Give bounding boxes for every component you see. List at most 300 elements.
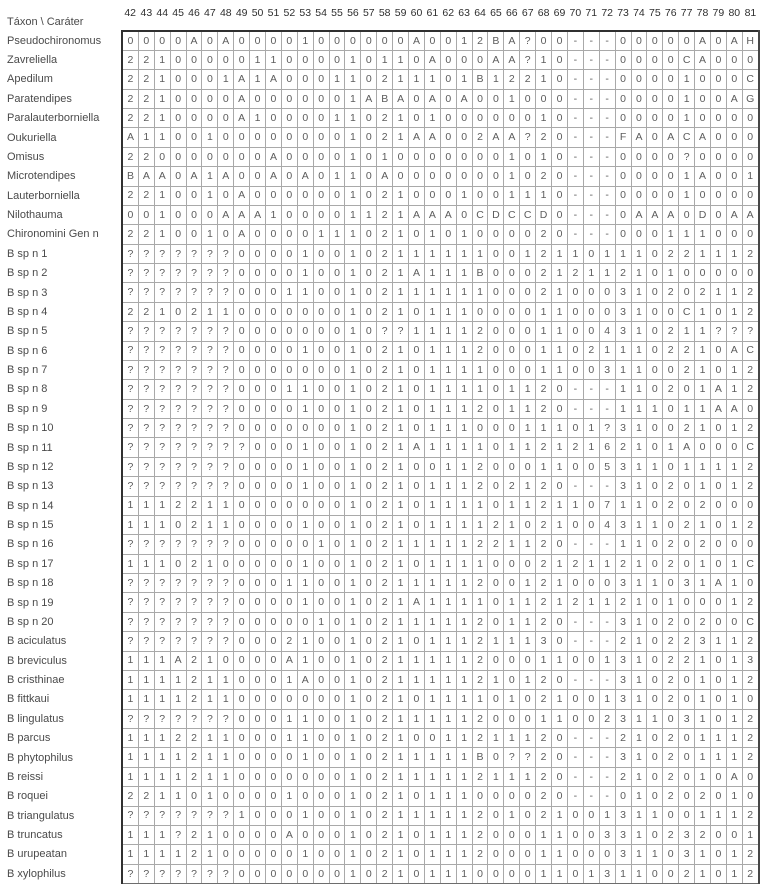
character-column-header: 46 [188, 7, 200, 19]
matrix-cell: 1 [202, 128, 218, 147]
matrix-cell: 2 [377, 612, 393, 631]
matrix-cell: 2 [695, 535, 711, 554]
matrix-cell: A [726, 767, 742, 786]
taxon-label: B sp n 6 [7, 344, 48, 357]
matrix-cell: 0 [647, 70, 663, 89]
matrix-cell: 1 [536, 845, 552, 864]
matrix-cell: 1 [615, 341, 631, 360]
matrix-cell: 2 [663, 670, 679, 689]
matrix-cell: 0 [583, 806, 599, 825]
matrix-cell: 0 [361, 380, 377, 399]
matrix-cell: ? [138, 283, 154, 302]
matrix-cell: 1 [456, 399, 472, 418]
matrix-cell: 1 [345, 302, 361, 321]
matrix-cell: 1 [393, 70, 409, 89]
character-column-header: 49 [235, 7, 248, 19]
matrix-cell: 2 [472, 845, 488, 864]
matrix-cell: ? [710, 322, 726, 341]
matrix-cell: B [122, 167, 138, 186]
taxon-label: Microtendipes [7, 170, 76, 183]
matrix-cell: 0 [440, 167, 456, 186]
matrix-cell: ? [122, 864, 138, 883]
matrix-cell: 2 [377, 457, 393, 476]
matrix-cell: ? [186, 864, 202, 883]
matrix-cell: 0 [266, 31, 282, 50]
matrix-cell: - [583, 670, 599, 689]
matrix-cell: 1 [552, 864, 568, 883]
matrix-cell: 1 [456, 845, 472, 864]
matrix-cell: 1 [710, 729, 726, 748]
matrix-cell: ? [218, 341, 234, 360]
matrix-cell: 1 [424, 341, 440, 360]
matrix-cell: 1 [504, 147, 520, 166]
matrix-cell: 2 [377, 864, 393, 883]
matrix-cell: 0 [234, 574, 250, 593]
matrix-cell: 1 [472, 496, 488, 515]
matrix-cell: 0 [710, 535, 726, 554]
matrix-cell: 0 [250, 632, 266, 651]
matrix-cell: - [599, 205, 615, 224]
matrix-cell: A [695, 50, 711, 69]
matrix-cell: 0 [313, 205, 329, 224]
character-column-header: 68 [537, 7, 550, 19]
matrix-cell: 0 [234, 825, 250, 844]
matrix-cell: 0 [424, 147, 440, 166]
matrix-cell: 1 [345, 360, 361, 379]
matrix-cell: 2 [536, 593, 552, 612]
matrix-cell: 1 [440, 380, 456, 399]
matrix-cell: 2 [122, 225, 138, 244]
matrix-cell: 1 [138, 825, 154, 844]
matrix-cell: 1 [440, 283, 456, 302]
matrix-cell: 1 [631, 670, 647, 689]
matrix-cell: 0 [361, 322, 377, 341]
matrix-cell: 0 [218, 89, 234, 108]
matrix-cell: 1 [456, 360, 472, 379]
matrix-cell: 0 [552, 670, 568, 689]
matrix-cell: 0 [488, 264, 504, 283]
matrix-cell: ? [202, 709, 218, 728]
matrix-cell: 0 [122, 31, 138, 50]
matrix-cell: 1 [122, 651, 138, 670]
matrix-cell: 2 [536, 244, 552, 263]
matrix-cell: 1 [345, 50, 361, 69]
matrix-cell: 0 [234, 670, 250, 689]
matrix-cell: 0 [488, 302, 504, 321]
matrix-cell: 1 [345, 477, 361, 496]
matrix-cell: 1 [122, 748, 138, 767]
matrix-cell: 1 [583, 438, 599, 457]
matrix-cell: - [583, 167, 599, 186]
matrix-cell: 2 [742, 670, 758, 689]
matrix-cell: 2 [742, 806, 758, 825]
matrix-cell: 0 [361, 748, 377, 767]
matrix-cell: 1 [456, 419, 472, 438]
matrix-cell: 2 [472, 729, 488, 748]
matrix-cell: 0 [615, 147, 631, 166]
matrix-cell: 1 [440, 496, 456, 515]
matrix-cell: ? [138, 399, 154, 418]
matrix-cell: 1 [297, 729, 313, 748]
matrix-cell: 1 [154, 225, 170, 244]
matrix-cell: 0 [615, 50, 631, 69]
matrix-cell: 2 [663, 244, 679, 263]
matrix-cell: 2 [472, 709, 488, 728]
matrix-cell: 0 [218, 186, 234, 205]
matrix-cell: ? [218, 244, 234, 263]
matrix-cell: 0 [488, 109, 504, 128]
matrix-cell: 2 [663, 690, 679, 709]
matrix-cell: ? [154, 477, 170, 496]
matrix-cell: 0 [154, 31, 170, 50]
taxon-row [0, 825, 759, 844]
matrix-cell: 0 [488, 748, 504, 767]
matrix-cell: ? [218, 477, 234, 496]
matrix-cell: 3 [615, 612, 631, 631]
matrix-cell: 0 [250, 399, 266, 418]
matrix-cell: 2 [536, 380, 552, 399]
matrix-cell: 0 [297, 360, 313, 379]
matrix-cell: 0 [520, 225, 536, 244]
matrix-cell: 0 [488, 147, 504, 166]
matrix-cell: 0 [297, 322, 313, 341]
matrix-cell: 0 [361, 225, 377, 244]
matrix-cell: 2 [377, 845, 393, 864]
matrix-cell: 0 [647, 767, 663, 786]
matrix-cell: - [583, 787, 599, 806]
matrix-cell: 0 [504, 709, 520, 728]
matrix-cell: 1 [440, 767, 456, 786]
matrix-cell: 0 [250, 574, 266, 593]
matrix-cell: 3 [615, 302, 631, 321]
matrix-cell: 1 [536, 825, 552, 844]
matrix-cell: 1 [520, 593, 536, 612]
matrix-cell: ? [138, 457, 154, 476]
matrix-cell: D [488, 205, 504, 224]
taxon-row [0, 593, 759, 612]
matrix-cell: ? [138, 322, 154, 341]
matrix-cell: 1 [472, 593, 488, 612]
matrix-cell: 1 [726, 651, 742, 670]
matrix-cell: A [234, 89, 250, 108]
matrix-cell: 0 [552, 50, 568, 69]
matrix-cell: 1 [456, 729, 472, 748]
matrix-cell: 0 [329, 419, 345, 438]
matrix-cell: 2 [679, 651, 695, 670]
matrix-cell: 0 [647, 341, 663, 360]
matrix-cell: 0 [409, 89, 425, 108]
matrix-cell: 2 [122, 109, 138, 128]
matrix-cell: 0 [266, 864, 282, 883]
taxon-row [0, 729, 759, 748]
matrix-cell: 0 [440, 50, 456, 69]
matrix-cell: A [234, 70, 250, 89]
matrix-cell: 0 [281, 50, 297, 69]
matrix-cell: 0 [361, 845, 377, 864]
matrix-cell: 0 [281, 748, 297, 767]
matrix-cell: 0 [234, 399, 250, 418]
matrix-cell: 0 [202, 147, 218, 166]
matrix-cell: 0 [647, 283, 663, 302]
matrix-cell: 2 [536, 128, 552, 147]
matrix-cell: ? [170, 709, 186, 728]
matrix-cell: ? [186, 612, 202, 631]
matrix-cell: ? [202, 477, 218, 496]
taxon-row [0, 670, 759, 689]
matrix-cell: 0 [647, 496, 663, 515]
matrix-cell: 0 [234, 554, 250, 573]
matrix-cell: H [742, 31, 758, 50]
matrix-cell: ? [154, 632, 170, 651]
matrix-cell: 0 [742, 225, 758, 244]
matrix-cell: 0 [488, 399, 504, 418]
matrix-cell: 0 [679, 787, 695, 806]
matrix-cell: 1 [552, 593, 568, 612]
matrix-cell: 1 [472, 554, 488, 573]
matrix-cell: 2 [695, 496, 711, 515]
matrix-cell: 2 [488, 515, 504, 534]
matrix-cell: 1 [345, 845, 361, 864]
matrix-cell: 1 [631, 419, 647, 438]
matrix-cell: 0 [552, 787, 568, 806]
matrix-cell: 1 [393, 496, 409, 515]
matrix-cell: 1 [472, 360, 488, 379]
matrix-cell: 2 [377, 419, 393, 438]
matrix-cell: 0 [742, 128, 758, 147]
taxon-label: B sp n 4 [7, 305, 48, 318]
matrix-cell: 2 [663, 322, 679, 341]
matrix-cell: 0 [281, 477, 297, 496]
matrix-cell: 2 [567, 593, 583, 612]
matrix-cell: 1 [631, 535, 647, 554]
matrix-cell: 0 [329, 554, 345, 573]
matrix-cell: ? [202, 283, 218, 302]
taxon-label: B sp n 10 [7, 422, 54, 435]
matrix-cell: 1 [329, 167, 345, 186]
matrix-cell: 0 [679, 767, 695, 786]
matrix-cell: 2 [186, 554, 202, 573]
matrix-cell: 0 [583, 845, 599, 864]
matrix-cell: 0 [202, 89, 218, 108]
matrix-cell: 1 [393, 302, 409, 321]
matrix-cell: 0 [250, 341, 266, 360]
matrix-cell: 0 [631, 186, 647, 205]
matrix-cell: 0 [313, 264, 329, 283]
matrix-cell: 0 [266, 399, 282, 418]
matrix-cell: ? [138, 864, 154, 883]
matrix-cell: 0 [329, 283, 345, 302]
matrix-cell: 2 [663, 767, 679, 786]
matrix-cell: 0 [186, 50, 202, 69]
matrix-cell: ? [170, 341, 186, 360]
matrix-cell: 0 [710, 767, 726, 786]
matrix-cell: 0 [361, 360, 377, 379]
matrix-cell: 0 [250, 89, 266, 108]
matrix-cell: ? [122, 477, 138, 496]
matrix-cell: 2 [536, 225, 552, 244]
matrix-cell: A [710, 380, 726, 399]
matrix-cell: 1 [631, 651, 647, 670]
matrix-cell: 0 [234, 864, 250, 883]
matrix-cell: 1 [345, 341, 361, 360]
matrix-cell: 0 [361, 515, 377, 534]
matrix-cell: 2 [567, 554, 583, 573]
matrix-cell: 1 [615, 399, 631, 418]
matrix-cell: 0 [218, 147, 234, 166]
matrix-cell: 0 [567, 419, 583, 438]
matrix-cell: 1 [520, 438, 536, 457]
matrix-cell: 1 [345, 70, 361, 89]
matrix-cell: 0 [504, 360, 520, 379]
matrix-cell: 0 [266, 690, 282, 709]
matrix-cell: 2 [679, 632, 695, 651]
matrix-cell: C [472, 205, 488, 224]
matrix-cell: 0 [266, 128, 282, 147]
matrix-cell: 1 [631, 787, 647, 806]
matrix-cell: ? [122, 399, 138, 418]
matrix-cell: 0 [679, 31, 695, 50]
matrix-cell: A [695, 167, 711, 186]
matrix-cell: 0 [599, 283, 615, 302]
matrix-cell: 0 [567, 457, 583, 476]
matrix-cell: 0 [281, 89, 297, 108]
matrix-cell: 1 [631, 399, 647, 418]
matrix-cell: 1 [440, 477, 456, 496]
matrix-cell: - [583, 380, 599, 399]
matrix-cell: ? [170, 574, 186, 593]
matrix-cell: 1 [456, 806, 472, 825]
matrix-cell: 1 [393, 399, 409, 418]
matrix-cell: A [663, 128, 679, 147]
matrix-cell: 0 [552, 31, 568, 50]
taxon-row [0, 496, 759, 515]
matrix-cell: ? [218, 806, 234, 825]
matrix-cell: 0 [329, 574, 345, 593]
matrix-cell: 1 [472, 283, 488, 302]
matrix-cell: 1 [536, 864, 552, 883]
taxon-label: B fittkaui [7, 693, 50, 706]
matrix-cell: 1 [710, 457, 726, 476]
matrix-cell: 1 [297, 264, 313, 283]
matrix-cell: ? [138, 806, 154, 825]
taxon-row [0, 515, 759, 534]
matrix-cell: 0 [313, 50, 329, 69]
matrix-cell: 1 [536, 50, 552, 69]
matrix-cell: 1 [138, 496, 154, 515]
matrix-cell: 0 [281, 690, 297, 709]
matrix-cell: 0 [329, 632, 345, 651]
matrix-cell: 1 [710, 283, 726, 302]
matrix-cell: 0 [663, 845, 679, 864]
matrix-cell: - [599, 787, 615, 806]
matrix-cell: 0 [504, 341, 520, 360]
matrix-cell: B [472, 748, 488, 767]
matrix-cell: 1 [345, 380, 361, 399]
matrix-cell: 0 [552, 89, 568, 108]
matrix-cell: 1 [726, 419, 742, 438]
taxon-row [0, 612, 759, 631]
matrix-cell: 1 [631, 244, 647, 263]
matrix-cell: 1 [154, 690, 170, 709]
matrix-cell: A [424, 50, 440, 69]
matrix-cell: 1 [202, 515, 218, 534]
matrix-cell: 2 [138, 225, 154, 244]
matrix-cell: 1 [695, 690, 711, 709]
matrix-cell: 0 [488, 825, 504, 844]
taxon-label: B breviculus [7, 654, 67, 667]
taxon-row [0, 845, 759, 864]
taxon-row [0, 787, 759, 806]
matrix-cell: 1 [234, 806, 250, 825]
matrix-cell: 1 [631, 632, 647, 651]
matrix-cell: 1 [154, 651, 170, 670]
matrix-cell: 2 [377, 302, 393, 321]
matrix-cell: 0 [361, 167, 377, 186]
matrix-cell: A [695, 31, 711, 50]
matrix-cell: 0 [726, 225, 742, 244]
matrix-cell: 0 [329, 787, 345, 806]
matrix-cell: 0 [329, 264, 345, 283]
matrix-cell: 1 [552, 709, 568, 728]
matrix-cell: 0 [647, 380, 663, 399]
matrix-cell: 1 [615, 360, 631, 379]
matrix-cell: 1 [663, 593, 679, 612]
matrix-cell: 0 [329, 457, 345, 476]
matrix-cell: - [583, 50, 599, 69]
matrix-cell: 0 [297, 690, 313, 709]
matrix-cell: 0 [647, 264, 663, 283]
matrix-cell: 0 [472, 147, 488, 166]
matrix-cell: 0 [726, 50, 742, 69]
matrix-cell: 1 [202, 729, 218, 748]
matrix-cell: 1 [456, 457, 472, 476]
character-column-header: 57 [362, 7, 375, 19]
taxon-row [0, 264, 759, 283]
matrix-cell: 1 [393, 690, 409, 709]
matrix-cell: 0 [409, 457, 425, 476]
matrix-cell: 1 [424, 806, 440, 825]
matrix-cell: 2 [377, 767, 393, 786]
matrix-cell: ? [138, 612, 154, 631]
matrix-cell: ? [170, 438, 186, 457]
matrix-cell: 1 [154, 787, 170, 806]
character-column-header: 44 [156, 7, 169, 19]
matrix-cell: 1 [345, 264, 361, 283]
matrix-cell: 1 [345, 225, 361, 244]
matrix-cell: 2 [377, 651, 393, 670]
matrix-cell: 0 [679, 748, 695, 767]
matrix-cell: 0 [409, 147, 425, 166]
matrix-cell: 0 [234, 380, 250, 399]
taxon-label: B xylophilus [7, 867, 66, 880]
matrix-cell: 3 [615, 419, 631, 438]
matrix-cell: 1 [488, 767, 504, 786]
matrix-cell: ? [202, 632, 218, 651]
matrix-cell: 0 [170, 128, 186, 147]
matrix-cell: 0 [552, 380, 568, 399]
matrix-cell: 1 [377, 147, 393, 166]
matrix-cell: ? [154, 438, 170, 457]
matrix-cell: ? [186, 457, 202, 476]
matrix-cell: 2 [663, 632, 679, 651]
matrix-cell: 2 [663, 380, 679, 399]
matrix-cell: 0 [742, 147, 758, 166]
matrix-cell: 0 [710, 709, 726, 728]
matrix-cell: 0 [710, 515, 726, 534]
matrix-cell: ? [186, 322, 202, 341]
matrix-cell: - [599, 535, 615, 554]
matrix-cell: ? [122, 612, 138, 631]
